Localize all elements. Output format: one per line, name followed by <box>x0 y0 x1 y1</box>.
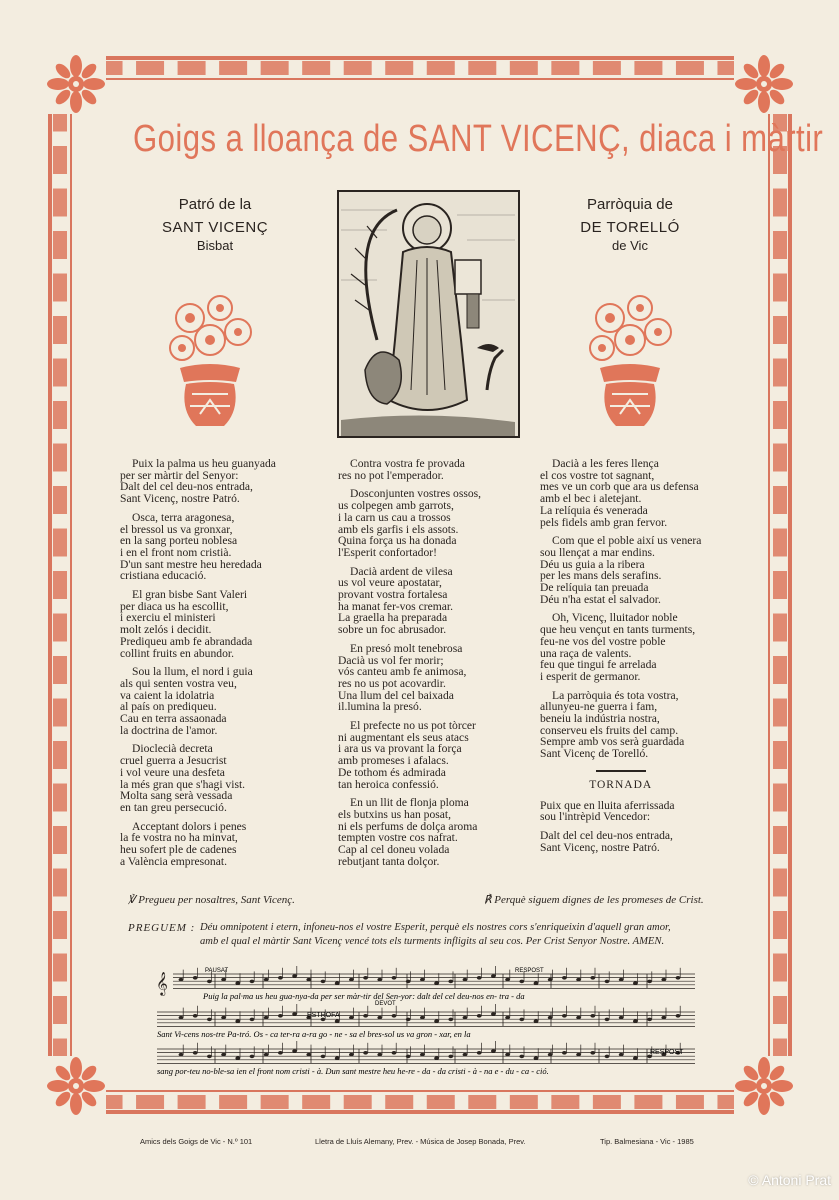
music-note <box>264 1016 269 1020</box>
poem-column-1 <box>120 458 276 875</box>
stanza <box>120 666 276 736</box>
music-note <box>605 1018 610 1022</box>
music-note <box>590 1051 595 1055</box>
verse-line: va caient la idolatria <box>120 688 215 702</box>
verse-line: i en el front nom cristià. <box>120 545 232 559</box>
response <box>484 893 704 906</box>
verse-line: Quina força us ha donada <box>338 534 457 548</box>
verse-line: per les mans dels serafins. <box>540 569 662 583</box>
verse-line: Dalt del cel deu-nos entrada, <box>120 480 253 494</box>
verse-line: Sant Vicenç, nostre Patró. <box>120 492 240 506</box>
footer-middle: Lletra de Lluís Alemany, Prev. - Música de Josep Bonada, Prev. <box>315 1137 526 1146</box>
versicle <box>128 893 295 906</box>
music-note <box>235 1056 240 1060</box>
music-note <box>264 1053 269 1057</box>
music-note <box>349 1053 354 1057</box>
music-note <box>562 976 567 980</box>
verse-line: al país on prediqueu. <box>120 700 217 714</box>
lyric-line-2: Sant Vi-cens nos-tre Pa-tró. Os - ca ter-ra a-ra go - ne - sa el bres-sol us va gron - xar, en la <box>157 1029 471 1039</box>
verse-line: us colpegen amb garrots, <box>338 499 454 513</box>
verse-line: conserveu els fruits del camp. <box>540 723 679 737</box>
music-note <box>363 1051 368 1055</box>
verse-line: De tothom és admirada <box>338 765 446 779</box>
verse-line: Sant Vicenç, nostre Patró. <box>540 840 660 854</box>
verse-line: Prediqueu amb fe abrandada <box>120 634 253 648</box>
music-note <box>292 1049 297 1053</box>
verse-line: En presó molt tenebrosa <box>350 641 463 655</box>
music-note <box>619 1016 624 1020</box>
verse-line: De relíquia tan preuada <box>540 581 649 595</box>
music-note <box>576 1016 581 1020</box>
poem-column-2 <box>338 458 481 875</box>
verse-line: Dosconjunten vostres ossos, <box>350 487 482 501</box>
stanza <box>338 566 481 636</box>
verse-line: res no pot l'emperador. <box>338 468 444 482</box>
verse-line: pels fidels amb gran fervor. <box>540 515 668 529</box>
right-header-line3: de Vic <box>612 238 648 253</box>
verse-line: il.lumina la presó. <box>338 700 422 714</box>
music-note <box>605 1055 610 1059</box>
verse-line: el cos vostre tot sagnant, <box>540 468 655 482</box>
treble-clef-icon: 𝄞 <box>156 973 168 995</box>
music-note <box>463 978 468 982</box>
music-mark-devot: DEVOT <box>375 1001 396 1007</box>
photo-credit: © Antoni Prat <box>748 1172 831 1188</box>
versicle-text: Pregueu per nosaltres, Sant Vicenç. <box>138 894 295 906</box>
music-mark-pausat: PAUSAT <box>205 968 229 974</box>
music-note <box>448 1055 453 1059</box>
music-note <box>235 1019 240 1023</box>
verse-line: ni augmentant els seus atacs <box>338 730 469 744</box>
stanza <box>120 512 276 582</box>
flower-vase-icon <box>160 290 260 430</box>
verse-line: Déu us guia a la ribera <box>540 557 645 571</box>
verse-line: Dacià a les feres llença <box>552 457 659 470</box>
music-note <box>264 978 269 982</box>
stanza <box>540 458 701 528</box>
corner-rosette-icon <box>46 1056 106 1116</box>
verse-line: Osca, terra aragonesa, <box>132 510 235 524</box>
music-note <box>619 1053 624 1057</box>
verse-line: que heu vençut en tants turments, <box>540 623 696 637</box>
music-note <box>420 1016 425 1020</box>
music-note <box>179 978 184 982</box>
music-note <box>434 1019 439 1023</box>
music-note <box>661 978 666 982</box>
music-note <box>363 1014 368 1018</box>
music-note <box>420 1053 425 1057</box>
verse-line: Dioclecià decreta <box>132 742 213 756</box>
music-note <box>306 978 311 982</box>
music-note <box>661 1016 666 1020</box>
prayer-label: PREGUEM : <box>128 922 196 934</box>
verse-line: feu-ne vos del vostre poble <box>540 634 666 648</box>
music-note <box>505 978 510 982</box>
verse-line: D'un sant mestre heu heredada <box>120 557 262 571</box>
verse-line: Puix la palma us heu guanyada <box>132 457 276 470</box>
tornada-stanza <box>540 800 701 823</box>
stanza <box>338 797 481 867</box>
music-note <box>633 1019 638 1023</box>
music-note <box>548 1016 553 1020</box>
music-note <box>335 1056 340 1060</box>
music-note <box>477 1051 482 1055</box>
verse-line: en la sang porteu noblesa <box>120 534 238 548</box>
music-mark-estrofa: ESTROFA <box>307 1012 340 1019</box>
music-note <box>590 976 595 980</box>
verse-line: la més gran que s'hagi vist. <box>120 777 246 791</box>
music-note <box>392 1051 397 1055</box>
music-note <box>633 1056 638 1060</box>
verse-line: amb promeses i afalacs. <box>338 754 449 768</box>
music-note <box>477 1014 482 1018</box>
music-note <box>576 1053 581 1057</box>
verse-line: Molta sang serà vessada <box>120 789 233 803</box>
music-note <box>207 1018 212 1022</box>
music-note <box>534 981 539 985</box>
right-header-line1: Parròquia de <box>587 196 673 213</box>
music-note <box>534 1019 539 1023</box>
music-note <box>179 1053 184 1057</box>
music-note <box>519 1055 524 1059</box>
page-title: Goigs a lloança de SANT VICENÇ, diaca i màrtir <box>133 118 824 160</box>
verse-line: sobre un foc abrusador. <box>338 623 447 637</box>
music-note <box>406 980 411 984</box>
music-note <box>519 980 524 984</box>
music-note <box>562 1051 567 1055</box>
lyric-line-3: sang por-teu no-ble-sa ien el front nom cristi - à. Dun sant mestre heu he-re - da - da cristi - à - na e - du - ca - ció. <box>157 1066 549 1076</box>
poem-column-3 <box>540 458 701 860</box>
verse-line: feu que tingui fe arrelada <box>540 658 657 672</box>
music-note <box>349 978 354 982</box>
music-note <box>448 980 453 984</box>
music-note <box>619 978 624 982</box>
stanza <box>120 743 276 813</box>
versicle-mark: ℣ <box>128 894 136 906</box>
left-header-line2: SANT VICENÇ <box>161 219 269 236</box>
verse-line: us vol veure apostatar, <box>338 576 442 590</box>
stanza <box>338 720 481 790</box>
stanza <box>120 458 276 505</box>
verse-line: Com que el poble així us venera <box>552 534 702 548</box>
verse-line: Sempre amb vos serà guardada <box>540 735 685 749</box>
footer-left: Amics dels Goigs de Vic - N.º 101 <box>140 1137 253 1146</box>
music-note <box>676 976 681 980</box>
footer-right: Tip. Balmesiana - Vic - 1985 <box>600 1137 694 1146</box>
corner-rosette-icon <box>734 54 794 114</box>
music-note <box>548 1053 553 1057</box>
music-note <box>221 978 226 982</box>
verse-line: i vol veure una desfeta <box>120 765 225 779</box>
music-note <box>235 981 240 985</box>
verse-line: tempten vostre cos nafrat. <box>338 831 458 845</box>
music-note <box>250 980 255 984</box>
music-note <box>491 974 496 978</box>
music-note <box>534 1056 539 1060</box>
verse-line: una raça de valents. <box>540 646 632 660</box>
stanza <box>540 612 701 682</box>
music-note <box>491 1049 496 1053</box>
music-note <box>193 1051 198 1055</box>
flower-vase-icon <box>580 290 680 430</box>
verse-line: El prefecte no us pot tòrcer <box>350 719 476 733</box>
left-header-line3: Bisbat <box>196 238 234 253</box>
verse-line: amb els garfis i els assots. <box>338 522 459 536</box>
verse-line: a València empresonat. <box>120 854 227 868</box>
verse-line: molt zelós i decidit. <box>120 623 212 637</box>
verse-line: beneiu la indústria nostra, <box>540 712 660 726</box>
music-note <box>377 1053 382 1057</box>
lyric-line-1: Puig la pal·ma us heu gua-nya-da per ser màr-tir del Sen-yor: dalt del cel deu-nos en- tra - da <box>203 991 525 1001</box>
verse-line: provant vostra fortalesa <box>338 588 448 602</box>
music-note <box>633 981 638 985</box>
tornada-stanza <box>540 830 701 853</box>
music-note <box>207 980 212 984</box>
poem-column-3-stanzas <box>540 458 701 760</box>
music-note <box>221 1053 226 1057</box>
stanza <box>120 589 276 659</box>
music-note <box>221 1016 226 1020</box>
music-note <box>377 1016 382 1020</box>
music-note <box>392 976 397 980</box>
verse-line: collint fruits en abundor. <box>120 646 234 660</box>
verse-line: Déu n'ha estat el salvador. <box>540 592 661 606</box>
verse-line: en tan greu persecució. <box>120 800 227 814</box>
music-note <box>207 1055 212 1059</box>
music-note <box>321 1055 326 1059</box>
music-note <box>576 978 581 982</box>
music-note <box>477 976 482 980</box>
verse-line: Contra vostra fe provada <box>350 457 465 470</box>
left-header-line1: Patró de la <box>178 196 252 213</box>
music-note <box>505 1016 510 1020</box>
verse-line: i exerciu el ministeri <box>120 611 216 625</box>
verse-line: Oh, Vicenç, lluitador noble <box>552 611 678 625</box>
verse-line: Puix que en lluita aferrissada <box>540 798 675 812</box>
music-note <box>406 1055 411 1059</box>
music-note <box>278 1014 283 1018</box>
music-note <box>335 981 340 985</box>
music-note <box>548 978 553 982</box>
verse-line: ha manat fer-vos cremar. <box>338 599 454 613</box>
music-note <box>250 1018 255 1022</box>
verse-line: cruel guerra a Jesucrist <box>120 754 227 768</box>
music-note <box>505 1053 510 1057</box>
verse-line: i esperit de germanor. <box>540 669 641 683</box>
verse-line: El gran bisbe Sant Valeri <box>132 588 248 602</box>
prayer-line: Déu omnipotent i etern, infoneu-nos el vostre Esperit, perquè els nostres cors s'enriqueixin d'aquell gran amor, <box>200 922 671 933</box>
music-note <box>278 1051 283 1055</box>
response-mark: ℟ <box>484 894 492 906</box>
corner-rosette-icon <box>46 54 106 114</box>
verse-line: i ara us va provant la força <box>338 742 462 756</box>
music-note <box>491 1012 496 1016</box>
tornada-divider <box>596 770 646 772</box>
music-staves <box>156 973 695 1063</box>
music-note <box>193 1014 198 1018</box>
music-note <box>463 1053 468 1057</box>
verse-line: Sou la llum, el nord i guia <box>132 665 253 679</box>
response-text: Perquè siguem dignes de les promeses de Crist. <box>494 894 704 906</box>
music-note <box>179 1016 184 1020</box>
stanza <box>338 643 481 713</box>
music-note <box>349 1016 354 1020</box>
corner-rosette-icon <box>734 1056 794 1116</box>
stanza <box>540 690 701 760</box>
verse-line: Dalt del cel deu-nos entrada, <box>540 828 673 842</box>
music-note <box>434 981 439 985</box>
music-note <box>519 1018 524 1022</box>
verse-line: sou l'intrèpid Vencedor: <box>540 810 651 824</box>
music-note <box>321 980 326 984</box>
prayer-text <box>200 921 740 949</box>
verse-line: els butxins us han posat, <box>338 807 452 821</box>
music-note <box>292 974 297 978</box>
music-note <box>193 976 198 980</box>
verse-line: Acceptant dolors i penes <box>132 819 247 833</box>
music-notes <box>179 966 681 1060</box>
verse-line: res no us pot acovardir. <box>338 676 446 690</box>
verse-line: per diaca us ha escollit, <box>120 599 229 613</box>
verse-line: tan heroica confessió. <box>338 777 439 791</box>
verse-line: amb el bec i aletejant. <box>540 492 642 506</box>
verse-line: La parròquia és tota vostra, <box>552 688 679 702</box>
verse-line: la doctrina de l'amor. <box>120 723 218 737</box>
music-note <box>647 1018 652 1022</box>
verse-line: als qui senten vostra veu, <box>120 676 237 690</box>
music-note <box>420 978 425 982</box>
saint-woodcut-image <box>337 190 520 438</box>
music-note <box>306 1053 311 1057</box>
stanza <box>338 458 481 481</box>
verse-line: i la carn us cau a trossos <box>338 510 451 524</box>
music-note <box>406 1018 411 1022</box>
music-note <box>250 1055 255 1059</box>
verse-line: allunyeu-ne guerra i fam, <box>540 700 658 714</box>
music-note <box>335 1019 340 1023</box>
stanza <box>540 535 701 605</box>
verse-line: ni els perfums de dolça aroma <box>338 819 478 833</box>
prayer-line: amb el qual el màrtir Sant Vicenç vencé tots els turments infligits al seu cos. Per Crist Senyor Nostre. AMEN. <box>200 936 665 947</box>
music-note <box>448 1018 453 1022</box>
verse-line: rebutjant tanta dolçor. <box>338 854 440 868</box>
left-header <box>150 196 280 253</box>
verse-line: En un llit de flonja ploma <box>350 796 469 810</box>
verse-line: Una llum del cel baixada <box>338 688 454 702</box>
music-note <box>377 978 382 982</box>
verse-line: Dacià us vol fer morir; <box>338 653 444 667</box>
stanza <box>338 488 481 558</box>
music-score <box>155 966 700 1076</box>
verse-line: cristiana educació. <box>120 569 207 583</box>
verse-line: Cap al cel doneu volada <box>338 843 450 857</box>
verse-line: mes ve un corb que ara us defensa <box>540 480 699 494</box>
verse-line: Sant Vicenç de Torelló. <box>540 747 649 761</box>
music-note <box>647 980 652 984</box>
verse-line: l'Esperit confortador! <box>338 545 437 559</box>
music-note <box>463 1016 468 1020</box>
music-note <box>590 1014 595 1018</box>
right-header <box>560 196 700 253</box>
music-note <box>292 1012 297 1016</box>
music-note <box>392 1014 397 1018</box>
verse-line: la fe vostra no ha minvat, <box>120 831 238 845</box>
music-note <box>434 1056 439 1060</box>
verse-line: La relíquia és venerada <box>540 503 648 517</box>
verse-line: vós canteu amb fe animosa, <box>338 665 467 679</box>
stanza <box>120 821 276 868</box>
verse-line: Dacià ardent de vilesa <box>350 564 453 578</box>
verse-line: Cau en terra assaonada <box>120 712 227 726</box>
music-mark-respost-2: RESPOST <box>650 1049 684 1056</box>
music-note <box>605 980 610 984</box>
music-mark-respost: RESPOST <box>515 968 544 974</box>
music-note <box>676 1014 681 1018</box>
verse-line: heu sofert ple de cadenes <box>120 843 237 857</box>
music-note <box>562 1014 567 1018</box>
verse-line: sou llençat a mar endins. <box>540 545 655 559</box>
verse-line: La graella ha preparada <box>338 611 448 625</box>
music-note <box>363 976 368 980</box>
right-header-line2: DE TORELLÓ <box>580 219 680 236</box>
verse-line: per ser màrtir del Senyor: <box>120 468 239 482</box>
tornada-title: TORNADA <box>589 778 653 791</box>
verse-line: el bressol us va gronxar, <box>120 522 233 536</box>
music-note <box>278 976 283 980</box>
